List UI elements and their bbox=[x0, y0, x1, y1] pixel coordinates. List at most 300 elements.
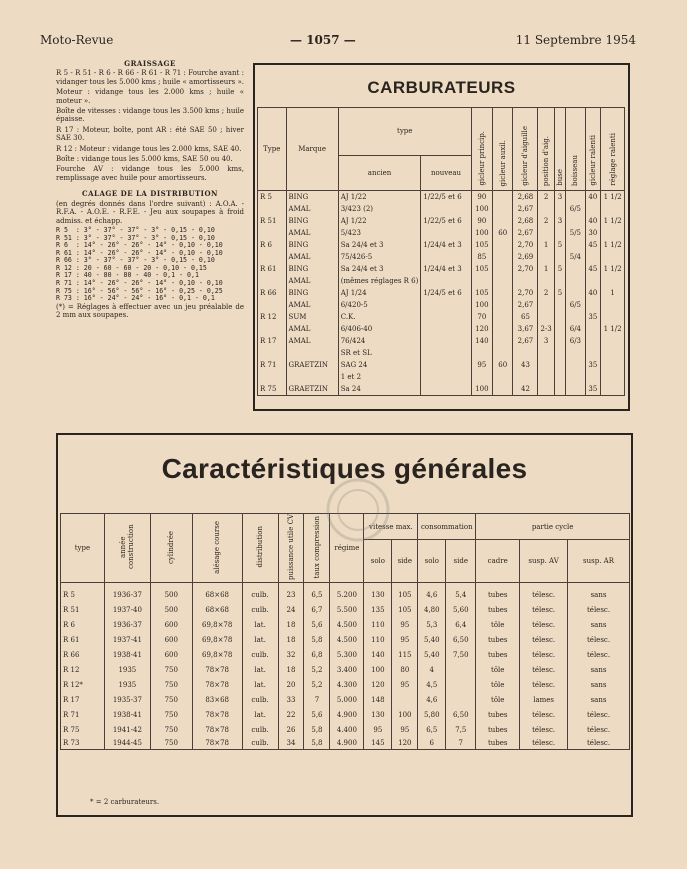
carb-cell: 1 bbox=[538, 239, 554, 251]
carb-cell bbox=[493, 239, 513, 251]
carb-cell: 85 bbox=[471, 251, 492, 263]
gen-cell: lat. bbox=[242, 617, 278, 632]
carb-cell bbox=[493, 347, 513, 359]
carb-cell: 43 bbox=[513, 359, 538, 371]
gen-cell: 7 bbox=[304, 692, 330, 707]
carb-cell: 100 bbox=[471, 203, 492, 215]
gen-cell: 1935 bbox=[104, 677, 150, 692]
carb-cell: 3 bbox=[554, 191, 566, 204]
gen-cell: 1935-37 bbox=[104, 692, 150, 707]
gen-cell: 7,5 bbox=[446, 722, 476, 737]
carb-cell bbox=[421, 383, 471, 396]
carb-row bbox=[258, 287, 625, 299]
carb-cell bbox=[566, 275, 585, 287]
distribution-note: (*) = Réglages à effectuer avec un jeu préalable de 2 mm aux soupapes. bbox=[56, 302, 244, 320]
distribution-intro: (en degrés donnés dans l'ordre suivant) : A.O.A. - R.F.A. - A.O.E. - R.F.E. - Jeu aux soupapes à froid admiss. et échapp. bbox=[56, 199, 244, 225]
gen-cell: 5,2 bbox=[304, 677, 330, 692]
gen-header-annee: année construction bbox=[104, 514, 150, 583]
carb-cell: GRAETZIN bbox=[286, 383, 338, 396]
carb-cell: 100 bbox=[471, 299, 492, 311]
gen-cell: 18 bbox=[278, 632, 304, 647]
carb-cell bbox=[566, 359, 585, 371]
carb-cell bbox=[513, 347, 538, 359]
carb-cell: 1 bbox=[538, 263, 554, 275]
graissage-paragraph: R 17 : Moteur, boîte, pont AR : été SAE 50 ; hiver SAE 30. bbox=[56, 125, 244, 143]
carb-row bbox=[258, 383, 625, 396]
gen-cell: télesc. bbox=[568, 632, 630, 647]
gen-cell: tubes bbox=[476, 602, 520, 617]
gen-cell: 24 bbox=[278, 602, 304, 617]
carb-cell bbox=[601, 347, 625, 359]
watermark-logo bbox=[298, 470, 418, 550]
gen-cell: 1944-45 bbox=[104, 737, 150, 750]
carb-cell: 120 bbox=[471, 323, 492, 335]
gen-cell: télesc. bbox=[520, 677, 568, 692]
carb-cell bbox=[471, 347, 492, 359]
carb-cell bbox=[554, 371, 566, 383]
distribution-row: R 51 : 3° - 37° - 37° - 3° - 0,15 - 0,10 bbox=[56, 233, 215, 242]
carb-cell: (mêmes réglages R 6) bbox=[338, 275, 421, 287]
carb-cell bbox=[493, 251, 513, 263]
gen-cell: 140 bbox=[364, 647, 392, 662]
carb-header-v4: position d'aig. bbox=[538, 108, 554, 191]
carb-header-v3: gicleur d'aiguille bbox=[513, 108, 538, 191]
gen-row bbox=[61, 662, 630, 677]
gen-header-conso-solo: solo bbox=[418, 540, 446, 583]
gen-header-cadre: cadre bbox=[476, 540, 520, 583]
gen-cell: R 17 bbox=[61, 692, 105, 707]
gen-cell: 26 bbox=[278, 722, 304, 737]
carb-cell: SUM bbox=[286, 311, 338, 323]
carb-cell: 6/4 bbox=[566, 323, 585, 335]
gen-cell: sans bbox=[568, 692, 630, 707]
gen-header-vit-solo: solo bbox=[364, 540, 392, 583]
carb-row bbox=[258, 347, 625, 359]
gen-cell: 4.300 bbox=[330, 677, 364, 692]
carb-cell bbox=[566, 383, 585, 396]
carb-cell bbox=[538, 359, 554, 371]
carb-header-nouveau: nouveau bbox=[421, 155, 471, 190]
gen-cell: lat. bbox=[242, 662, 278, 677]
gen-header-cyl: cylindrée bbox=[150, 514, 192, 583]
gen-cell: culb. bbox=[242, 602, 278, 617]
gen-cell: sans bbox=[568, 677, 630, 692]
gen-cell: 1941-42 bbox=[104, 722, 150, 737]
carb-cell bbox=[538, 203, 554, 215]
gen-cell: 600 bbox=[150, 632, 192, 647]
gen-header-type: type bbox=[61, 514, 105, 583]
graissage-paragraph: Boîte : vidange tous les 5.000 kms, SAE 50 ou 40. bbox=[56, 155, 233, 164]
carb-cell bbox=[286, 347, 338, 359]
gen-cell: 145 bbox=[364, 737, 392, 750]
carb-cell: 40 bbox=[585, 215, 601, 227]
carb-cell: 45 bbox=[585, 239, 601, 251]
carb-cell bbox=[566, 287, 585, 299]
carb-cell bbox=[513, 371, 538, 383]
carb-cell: 2 bbox=[538, 287, 554, 299]
carb-cell bbox=[566, 311, 585, 323]
carb-header-v1: gicleur princip. bbox=[471, 108, 492, 191]
carb-cell bbox=[566, 191, 585, 204]
carb-cell bbox=[585, 371, 601, 383]
left-text-column bbox=[56, 60, 244, 322]
gen-cell: 130 bbox=[364, 707, 392, 722]
gen-cell: télesc. bbox=[520, 737, 568, 750]
gen-header-suspav: susp. AV bbox=[520, 540, 568, 583]
carb-row bbox=[258, 323, 625, 335]
gen-cell: culb. bbox=[242, 737, 278, 750]
carb-cell: 6/406-40 bbox=[338, 323, 421, 335]
gen-cell: 5,40 bbox=[418, 632, 446, 647]
gen-row bbox=[61, 632, 630, 647]
gen-cell: culb. bbox=[242, 583, 278, 603]
carb-cell bbox=[493, 323, 513, 335]
gen-cell: télesc. bbox=[520, 647, 568, 662]
carb-cell: 2,67 bbox=[513, 227, 538, 239]
carb-row bbox=[258, 299, 625, 311]
gen-cell: 95 bbox=[392, 632, 418, 647]
gen-cell: 3.400 bbox=[330, 662, 364, 677]
carb-cell bbox=[421, 347, 471, 359]
gen-header-alesage: alésage course bbox=[192, 514, 242, 583]
carb-cell: 95 bbox=[471, 359, 492, 371]
gen-cell: tubes bbox=[476, 647, 520, 662]
carb-cell bbox=[585, 275, 601, 287]
carb-cell bbox=[601, 275, 625, 287]
gen-cell: 1936-37 bbox=[104, 583, 150, 603]
carb-cell bbox=[554, 311, 566, 323]
carb-cell: 5 bbox=[554, 239, 566, 251]
gen-cell: 18 bbox=[278, 617, 304, 632]
carb-cell: 100 bbox=[471, 227, 492, 239]
distribution-row: R 17 : 40 - 80 - 80 - 40 - 0,1 - 0,1 bbox=[56, 271, 199, 280]
gen-cell: 115 bbox=[392, 647, 418, 662]
carb-cell: Sa 24/4 et 3 bbox=[338, 239, 421, 251]
carburateurs-table bbox=[257, 107, 625, 396]
carb-cell bbox=[601, 251, 625, 263]
gen-header-puissance: puissance utile CV bbox=[278, 514, 304, 583]
gen-cell: 83×68 bbox=[192, 692, 242, 707]
gen-cell: 110 bbox=[364, 632, 392, 647]
carb-cell bbox=[554, 275, 566, 287]
gen-cell: télesc. bbox=[568, 647, 630, 662]
carb-cell bbox=[471, 371, 492, 383]
carb-header-v8: réglage ralenti bbox=[601, 108, 625, 191]
gen-row bbox=[61, 583, 630, 603]
gen-cell: 33 bbox=[278, 692, 304, 707]
gen-cell: 5,8 bbox=[304, 632, 330, 647]
gen-cell: 69,8×78 bbox=[192, 647, 242, 662]
carb-cell: R 12 bbox=[258, 311, 287, 323]
carb-row bbox=[258, 251, 625, 263]
carb-cell: 35 bbox=[585, 383, 601, 396]
carb-cell: 1/22/5 et 6 bbox=[421, 215, 471, 227]
carb-cell: 3 bbox=[538, 335, 554, 347]
gen-cell: R 61 bbox=[61, 632, 105, 647]
carb-cell: 2,67 bbox=[513, 203, 538, 215]
gen-cell: télesc. bbox=[520, 583, 568, 603]
carb-cell: AMAL bbox=[286, 251, 338, 263]
gen-cell: tôle bbox=[476, 617, 520, 632]
gen-cell: 1936-37 bbox=[104, 617, 150, 632]
carb-row bbox=[258, 335, 625, 347]
carb-cell: 5/4 bbox=[566, 251, 585, 263]
carb-cell: 60 bbox=[493, 227, 513, 239]
gen-cell: 7 bbox=[446, 737, 476, 750]
carb-header-type-group: type bbox=[338, 108, 471, 156]
carb-cell: SAG 24 bbox=[338, 359, 421, 371]
carb-cell: 60 bbox=[493, 359, 513, 371]
gen-cell: 600 bbox=[150, 617, 192, 632]
gen-cell: lat. bbox=[242, 707, 278, 722]
graissage-paragraph: Moteur : vidange tous les 2.000 kms ; huile « moteur ». bbox=[56, 88, 244, 105]
carb-cell bbox=[566, 347, 585, 359]
gen-cell: 4,6 bbox=[418, 583, 446, 603]
gen-row bbox=[61, 647, 630, 662]
gen-header-vitesse: vitesse max. bbox=[364, 514, 418, 540]
distribution-row: R 12 : 20 - 60 - 60 - 20 - 0,10 - 0,15 bbox=[56, 263, 207, 272]
distribution-row: R 71 : 14° - 26° - 26° - 14° - 0,10 - 0,10 bbox=[56, 279, 223, 288]
carb-cell: 1/24/4 et 3 bbox=[421, 239, 471, 251]
gen-cell: 500 bbox=[150, 602, 192, 617]
distribution-title: CALAGE DE LA DISTRIBUTION bbox=[82, 189, 218, 199]
distribution-row: R 75 : 16° - 56° - 56° - 16° - 0,25 - 0,25 bbox=[56, 286, 223, 295]
carb-cell bbox=[566, 263, 585, 275]
carb-cell bbox=[585, 323, 601, 335]
carb-cell: 1 1/2 bbox=[601, 323, 625, 335]
carb-cell: R 61 bbox=[258, 263, 287, 275]
carb-cell bbox=[513, 275, 538, 287]
gen-cell: télesc. bbox=[520, 617, 568, 632]
carb-cell: 3/423 (2) bbox=[338, 203, 421, 215]
carb-cell bbox=[601, 299, 625, 311]
gen-cell: 95 bbox=[392, 617, 418, 632]
gen-cell bbox=[446, 692, 476, 707]
gen-cell: télesc. bbox=[520, 722, 568, 737]
carb-cell: 76/424 bbox=[338, 335, 421, 347]
page-number: — 1057 — bbox=[290, 33, 356, 47]
gen-header-regime: régime bbox=[330, 514, 364, 583]
gen-cell: sans bbox=[568, 662, 630, 677]
gen-cell: 5.000 bbox=[330, 692, 364, 707]
issue-date: 11 Septembre 1954 bbox=[515, 33, 636, 47]
carb-cell bbox=[554, 251, 566, 263]
gen-cell: télesc. bbox=[568, 602, 630, 617]
gen-cell: 1938-41 bbox=[104, 707, 150, 722]
carb-cell bbox=[585, 335, 601, 347]
carb-row bbox=[258, 239, 625, 251]
gen-cell: 4.900 bbox=[330, 737, 364, 750]
gen-cell: 78×78 bbox=[192, 677, 242, 692]
gen-cell: 750 bbox=[150, 707, 192, 722]
carb-cell bbox=[258, 299, 287, 311]
gen-cell: 5,80 bbox=[418, 707, 446, 722]
gen-cell: R 12* bbox=[61, 677, 105, 692]
carb-cell: 105 bbox=[471, 239, 492, 251]
gen-cell: lat. bbox=[242, 677, 278, 692]
carb-cell bbox=[566, 239, 585, 251]
carb-cell: 2,68 bbox=[513, 215, 538, 227]
gen-cell: 750 bbox=[150, 737, 192, 750]
gen-header-cycle: partie cycle bbox=[476, 514, 630, 540]
carb-cell: R 75 bbox=[258, 383, 287, 396]
carb-cell: 3 bbox=[554, 215, 566, 227]
gen-cell: 500 bbox=[150, 583, 192, 603]
carb-cell bbox=[493, 191, 513, 204]
carb-cell bbox=[493, 263, 513, 275]
gen-cell: R 51 bbox=[61, 602, 105, 617]
gen-cell: 78×78 bbox=[192, 707, 242, 722]
carb-header-v7: gicleur ralenti bbox=[585, 108, 601, 191]
gen-cell: 78×78 bbox=[192, 722, 242, 737]
carb-cell bbox=[538, 371, 554, 383]
carb-cell bbox=[585, 251, 601, 263]
carb-cell: AMAL bbox=[286, 203, 338, 215]
carb-cell bbox=[538, 251, 554, 263]
carb-cell bbox=[585, 203, 601, 215]
gen-cell: sans bbox=[568, 583, 630, 603]
gen-cell: 750 bbox=[150, 662, 192, 677]
carb-cell: AMAL bbox=[286, 299, 338, 311]
carb-cell: 2 bbox=[538, 191, 554, 204]
distribution-row: R 73 : 16° - 24° - 24° - 16° - 0,1 - 0,1 bbox=[56, 294, 215, 303]
gen-cell: 5.200 bbox=[330, 583, 364, 603]
carb-cell: SR et SL bbox=[338, 347, 421, 359]
carb-cell: 45 bbox=[585, 263, 601, 275]
carb-cell: 6/420-5 bbox=[338, 299, 421, 311]
carb-cell: R 71 bbox=[258, 359, 287, 371]
gen-cell: 22 bbox=[278, 707, 304, 722]
gen-cell: 100 bbox=[392, 707, 418, 722]
gen-cell: 6 bbox=[418, 737, 446, 750]
carb-cell bbox=[421, 251, 471, 263]
carb-cell: 90 bbox=[471, 215, 492, 227]
gen-cell: culb. bbox=[242, 722, 278, 737]
gen-cell: 148 bbox=[364, 692, 392, 707]
carb-cell: 5 bbox=[554, 287, 566, 299]
carb-cell: 1/24/5 et 6 bbox=[421, 287, 471, 299]
carb-cell: 105 bbox=[471, 263, 492, 275]
gen-row bbox=[61, 617, 630, 632]
carb-cell bbox=[493, 383, 513, 396]
gen-header-conso-side: side bbox=[446, 540, 476, 583]
carb-cell: BING bbox=[286, 215, 338, 227]
carb-cell: 1 1/2 bbox=[601, 215, 625, 227]
carb-cell bbox=[538, 275, 554, 287]
gen-cell: 750 bbox=[150, 722, 192, 737]
distribution-row: R 66 : 3° - 37° - 37° - 3° - 0,15 - 0,10 bbox=[56, 256, 215, 265]
gen-cell: 95 bbox=[392, 677, 418, 692]
carb-cell: 1 1/2 bbox=[601, 239, 625, 251]
carb-cell bbox=[538, 383, 554, 396]
gen-cell: R 5 bbox=[61, 583, 105, 603]
carb-cell bbox=[601, 335, 625, 347]
gen-cell: tôle bbox=[476, 692, 520, 707]
carb-cell: AJ 1/22 bbox=[338, 215, 421, 227]
carb-cell: 5/5 bbox=[566, 227, 585, 239]
gen-cell: 34 bbox=[278, 737, 304, 750]
gen-cell: 5,6 bbox=[304, 617, 330, 632]
carb-row bbox=[258, 263, 625, 275]
gen-cell: tubes bbox=[476, 707, 520, 722]
carb-cell bbox=[421, 203, 471, 215]
gen-cell: 69,8×78 bbox=[192, 617, 242, 632]
gen-row bbox=[61, 722, 630, 737]
graissage-paragraph: Fourche AV : vidange tous les 5.000 kms, remplissage avec huile pour amortisseurs. bbox=[56, 165, 244, 182]
gen-cell: R 12 bbox=[61, 662, 105, 677]
carb-cell: 1/22/5 et 6 bbox=[421, 191, 471, 204]
carb-cell: Sa 24/4 et 3 bbox=[338, 263, 421, 275]
gen-cell: 1938-41 bbox=[104, 647, 150, 662]
carb-cell bbox=[601, 227, 625, 239]
carb-header-marque: Marque bbox=[286, 108, 338, 191]
gen-cell bbox=[392, 692, 418, 707]
carb-cell: 30 bbox=[585, 227, 601, 239]
gen-cell: tubes bbox=[476, 722, 520, 737]
carb-cell bbox=[421, 371, 471, 383]
carb-header-ancien: ancien bbox=[338, 155, 421, 190]
gen-cell: 1937-40 bbox=[104, 602, 150, 617]
carb-cell: AMAL bbox=[286, 275, 338, 287]
carb-cell: 42 bbox=[513, 383, 538, 396]
carb-row bbox=[258, 311, 625, 323]
distribution-row: R 6 : 14° - 26° - 26° - 14° - 0,10 - 0,10 bbox=[56, 241, 223, 250]
carb-cell: AMAL bbox=[286, 323, 338, 335]
distribution-row: R 5 : 3° - 37° - 37° - 3° - 0,15 - 0,10 bbox=[56, 225, 215, 234]
carb-cell: 75/426-5 bbox=[338, 251, 421, 263]
carb-cell: 6/3 bbox=[566, 335, 585, 347]
gen-cell: culb. bbox=[242, 692, 278, 707]
caracteristiques-title: Caractéristiques générales bbox=[161, 453, 528, 484]
carb-cell bbox=[554, 323, 566, 335]
gen-cell: télesc. bbox=[520, 707, 568, 722]
carb-cell bbox=[538, 347, 554, 359]
gen-cell: 5,3 bbox=[418, 617, 446, 632]
carb-cell bbox=[601, 203, 625, 215]
gen-cell: R 73 bbox=[61, 737, 105, 750]
gen-cell: 4.400 bbox=[330, 722, 364, 737]
carb-cell bbox=[538, 299, 554, 311]
gen-cell: tubes bbox=[476, 632, 520, 647]
gen-cell: 4,5 bbox=[418, 677, 446, 692]
carb-cell: 1 1/2 bbox=[601, 191, 625, 204]
gen-cell: 80 bbox=[392, 662, 418, 677]
carb-cell: 2,67 bbox=[513, 335, 538, 347]
carb-cell: R 66 bbox=[258, 287, 287, 299]
gen-cell: 95 bbox=[364, 722, 392, 737]
graissage-paragraphs bbox=[56, 69, 244, 182]
gen-cell: 20 bbox=[278, 677, 304, 692]
carb-cell: BING bbox=[286, 191, 338, 204]
carb-cell bbox=[421, 323, 471, 335]
distribution-rows bbox=[56, 227, 244, 303]
carb-cell bbox=[601, 371, 625, 383]
carb-cell bbox=[493, 371, 513, 383]
carb-row bbox=[258, 275, 625, 287]
gen-row bbox=[61, 677, 630, 692]
carb-cell: BING bbox=[286, 263, 338, 275]
carb-cell: R 5 bbox=[258, 191, 287, 204]
gen-cell: télesc. bbox=[520, 662, 568, 677]
carb-cell: AMAL bbox=[286, 227, 338, 239]
carb-row bbox=[258, 215, 625, 227]
gen-cell: 105 bbox=[392, 583, 418, 603]
gen-cell: télesc. bbox=[520, 602, 568, 617]
gen-header-vit-side: side bbox=[392, 540, 418, 583]
gen-cell: lames bbox=[520, 692, 568, 707]
carb-cell bbox=[258, 371, 287, 383]
carb-cell: 6/5 bbox=[566, 299, 585, 311]
